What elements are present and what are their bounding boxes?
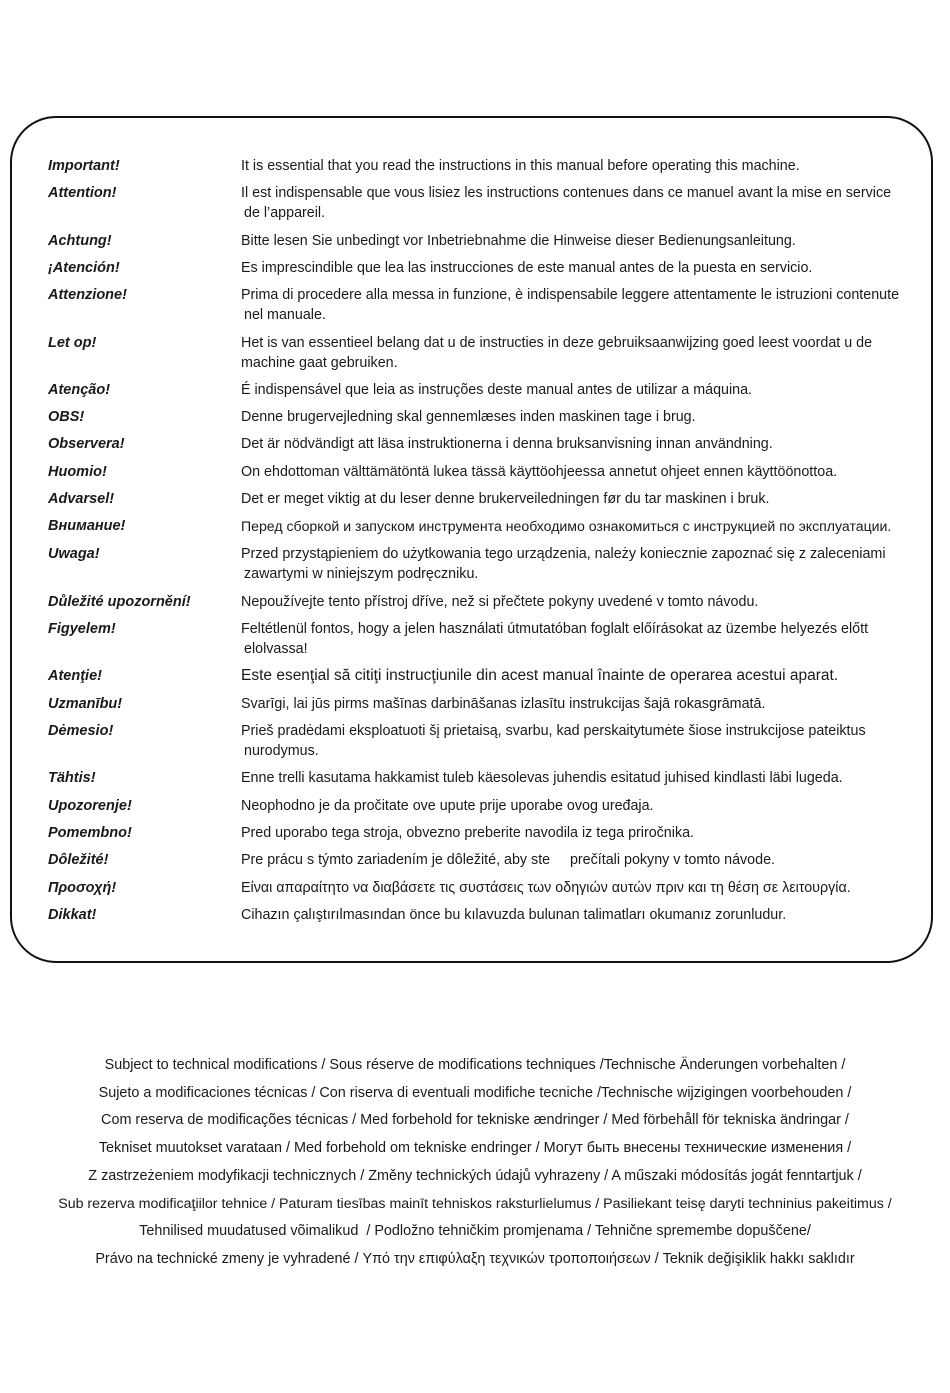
notice-label: Atenção! bbox=[48, 382, 111, 398]
notice-line: de l’appareil. bbox=[244, 205, 326, 221]
notice-line: Het is van essentieel belang dat u de instructies in deze gebruiksaanwijzing goed leest voordat u de bbox=[241, 335, 873, 351]
notice-line: Pre prácu s týmto zariadením je dôležité, aby ste prečítali pokyny v tomto návode. bbox=[241, 852, 776, 868]
notice-label: Attenzione! bbox=[48, 287, 127, 303]
notice-line: Det är nödvändigt att läsa instruktionerna i denna bruksanvisning innan användning. bbox=[241, 436, 773, 452]
notice-line: nel manuale. bbox=[244, 307, 326, 323]
notice-line: É indispensável que leia as instruções deste manual antes de utilizar a máquina. bbox=[241, 382, 753, 398]
notice-text bbox=[241, 823, 941, 843]
notice-text bbox=[241, 721, 941, 761]
notice-box bbox=[10, 116, 933, 963]
notice-text bbox=[241, 407, 941, 427]
notice-text bbox=[241, 258, 941, 278]
notice-text bbox=[241, 434, 941, 454]
notice-line: Es imprescindible que lea las instrucciones de este manual antes de la puesta en servicio. bbox=[241, 260, 813, 276]
notice-line: Prima di procedere alla messa in funzione, è indispensabile leggere attentamente le istruzioni contenute bbox=[241, 287, 900, 303]
notice-text bbox=[241, 592, 941, 612]
notice-line: It is essential that you read the instructions in this manual before operating this machine. bbox=[241, 158, 800, 174]
notice-text bbox=[241, 796, 941, 816]
notice-label: Pomembno! bbox=[48, 825, 132, 841]
notice-line: Este esenţial să citiţi instrucţiunile din acest manual înainte de operarea acestui aparat. bbox=[241, 667, 839, 684]
notice-text bbox=[241, 516, 941, 536]
notice-line: machine gaat gebruiken. bbox=[241, 355, 398, 371]
notice-text bbox=[241, 462, 941, 482]
notice-label: Observera! bbox=[48, 436, 125, 452]
notice-line: Det er meget viktig at du leser denne brukerveiledningen før du tar maskinen i bruk. bbox=[241, 491, 770, 507]
notice-label: Let op! bbox=[48, 335, 97, 351]
footer-line: Tekniset muutokset varataan / Med forbehold om tekniske endringer / Могут быть внесены технические изменения / bbox=[98, 1140, 852, 1157]
notice-line: Svarīgi, lai jūs pirms mašīnas darbināšanas izlasītu instrukcijas šajā rokasgrāmatā. bbox=[241, 696, 766, 712]
notice-line: Denne brugervejledning skal gennemlæses inden maskinen tage i brug. bbox=[241, 409, 696, 425]
notice-line: Cihazın çalıştırılmasından önce bu kılavuzda bulunan talimatları okumanız zorunludur. bbox=[241, 907, 787, 923]
notice-line: Είναι απαραίτητο να διαβάσετε τις συστάσεις των οδηγιών αυτών πριν και τη θέση σε λειτουργία. bbox=[241, 880, 851, 896]
notice-line: Nepoužívejte tento přístroj dříve, než si přečtete pokyny uvedené v tomto návodu. bbox=[241, 594, 759, 610]
notice-label: OBS! bbox=[48, 409, 85, 425]
notice-line: Pred uporabo tega stroja, obvezno preberite navodila iz tega priročnika. bbox=[241, 825, 695, 841]
notice-text bbox=[241, 285, 941, 325]
notice-label: Atenţie! bbox=[48, 668, 102, 684]
notice-line: Il est indispensable que vous lisiez les instructions contenues dans ce manuel avant la mise en service bbox=[241, 185, 892, 201]
notice-line: Feltétlenül fontos, hogy a jelen használati útmutatóban foglalt előírásokat az üzembe helyezés előtt bbox=[241, 621, 869, 637]
notice-label: Tähtis! bbox=[48, 770, 96, 786]
notice-label: Προσοχή! bbox=[48, 880, 117, 896]
notice-label: Important! bbox=[48, 158, 120, 174]
notice-text bbox=[241, 666, 941, 686]
notice-label: Dikkat! bbox=[48, 907, 97, 923]
notice-label: Advarsel! bbox=[48, 491, 115, 507]
notice-label: Внимание! bbox=[48, 518, 126, 534]
notice-label: Dôležité! bbox=[48, 852, 109, 868]
notice-label: Huomio! bbox=[48, 464, 107, 480]
technical-modifications-footer bbox=[0, 1052, 950, 1274]
notice-line: On ehdottoman välttämätöntä lukea tässä käyttöohjeessa annetut ohjeet ennen käyttöönottoa. bbox=[241, 464, 838, 480]
notice-text bbox=[241, 380, 941, 400]
notice-text bbox=[241, 694, 941, 714]
footer-line: Sub rezerva modificaţiilor tehnice / Paturam tiesības mainīt tehniskos raksturlielumus / Pasiliekant teisę daryti techninius pakeitimus / bbox=[58, 1195, 892, 1212]
notice-label: Uzmanību! bbox=[48, 696, 123, 712]
notice-line: Перед сборкой и запуском инструмента необходимо ознакомиться с инструкцией по эксплуатации. bbox=[241, 518, 892, 534]
notice-label: Uwaga! bbox=[48, 546, 100, 562]
notice-text bbox=[241, 489, 941, 509]
notice-line: Enne trelli kasutama hakkamist tuleb käesolevas juhendis esitatud juhised kindlasti läbi lugeda. bbox=[241, 770, 843, 786]
notice-text bbox=[241, 183, 941, 223]
notice-label: Figyelem! bbox=[48, 621, 116, 637]
notice-line: elolvassa! bbox=[244, 641, 308, 657]
notice-line: Bitte lesen Sie unbedingt vor Inbetriebnahme die Hinweise dieser Bedienungsanleitung. bbox=[241, 233, 796, 249]
notice-line: nurodymus. bbox=[244, 743, 319, 759]
notice-label: Upozorenje! bbox=[48, 798, 132, 814]
notice-line: zawartymi w niniejszym podręczniku. bbox=[244, 566, 479, 582]
notice-text bbox=[241, 768, 941, 788]
notice-line: Prieš pradėdami eksploatuoti šį prietaisą, svarbu, kad perskaitytumėte šiose instrukcijose pateiktus bbox=[241, 723, 866, 739]
notice-line: Przed przystąpieniem do użytkowania tego urządzenia, należy koniecznie zapoznać się z zaleceniami bbox=[241, 546, 886, 562]
notice-text bbox=[241, 619, 941, 659]
footer-line: Tehnilised muudatused võimalikud / Podložno tehničkim promjenama / Tehnične spremembe dopuščene/ bbox=[139, 1223, 811, 1240]
notice-text bbox=[241, 333, 941, 373]
footer-line: Právo na technické zmeny je vyhradené / Υπό την επιφύλαξη τεχνικών τροποποιήσεων / Teknik değişiklik hakkı saklıdır bbox=[95, 1250, 855, 1267]
notice-text bbox=[241, 905, 941, 925]
notice-label: ¡Atención! bbox=[48, 260, 120, 276]
footer-line: Sujeto a modificaciones técnicas / Con riserva di eventuali modifiche tecniche /Technische wijzigingen voorbehouden / bbox=[98, 1084, 852, 1101]
notice-text bbox=[241, 544, 941, 584]
notice-text bbox=[241, 231, 941, 251]
notice-label: Dėmesio! bbox=[48, 723, 114, 739]
notice-text bbox=[241, 156, 941, 176]
footer-line: Subject to technical modifications / Sous réserve de modifications techniques /Technische Änderungen vorbehalten / bbox=[104, 1057, 846, 1073]
notice-label: Attention! bbox=[48, 185, 117, 201]
notice-text bbox=[241, 850, 941, 870]
notice-label: Důležité upozornění! bbox=[48, 594, 191, 610]
footer-line: Com reserva de modificações técnicas / Med forbehold for tekniske ændringer / Med förbehåll för tekniska ändringar / bbox=[101, 1112, 849, 1129]
notice-text bbox=[241, 878, 941, 898]
footer-line: Z zastrzeżeniem modyfikacji technicznych / Změny technických údajů vyhrazeny / A műszaki módosítás jogát fenntartjuk / bbox=[88, 1167, 862, 1184]
notice-line: Neophodno je da pročitate ove upute prije uporabe ovog uređaja. bbox=[241, 798, 654, 814]
notice-label: Achtung! bbox=[48, 233, 112, 249]
